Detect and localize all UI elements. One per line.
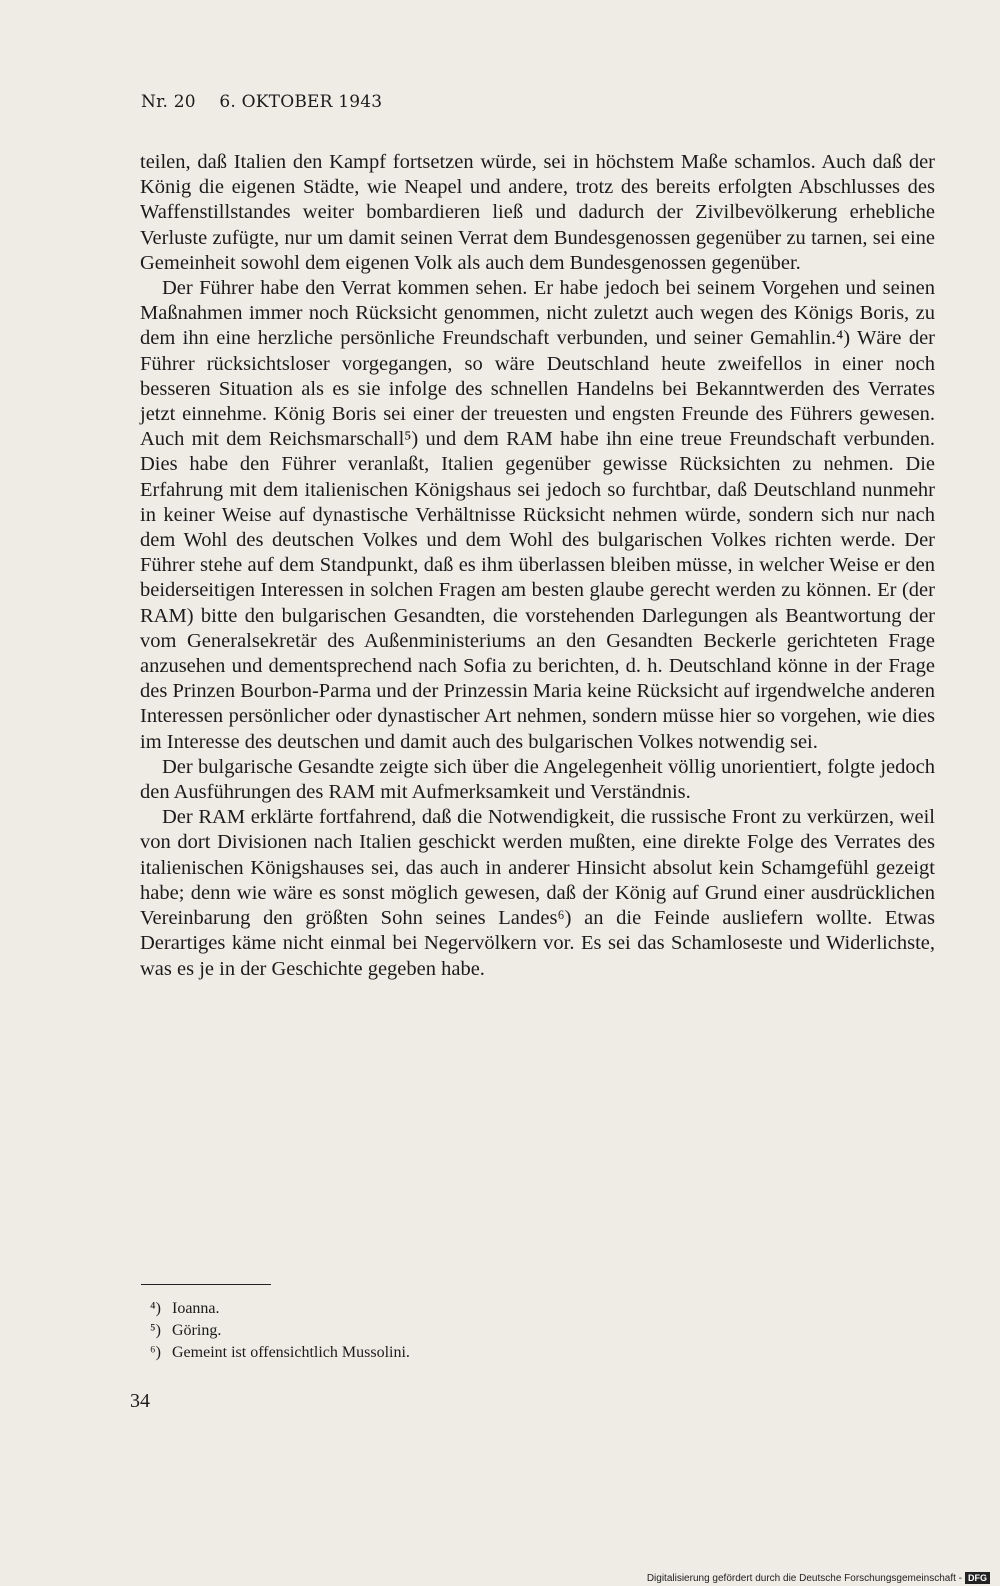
document-date: 6. OKTOBER 1943: [219, 92, 383, 112]
footnote: [150, 1320, 410, 1342]
document-number: Nr. 20: [141, 92, 196, 112]
running-header: [141, 92, 382, 112]
footnote-text: Gemeint ist offensichtlich Mussolini.: [172, 1344, 410, 1361]
footnote-divider: [141, 1284, 271, 1285]
footer-text: Digitalisierung gefördert durch die Deutsche Forschungsgemeinschaft -: [646, 1572, 962, 1584]
footnote-text: Ioanna.: [172, 1300, 220, 1317]
footnote: [150, 1298, 410, 1320]
footnote-mark: ⁶): [150, 1344, 161, 1361]
footnote-mark: ⁵): [150, 1322, 161, 1339]
body-text: [140, 150, 935, 982]
paragraph: Der RAM erklärte fortfahrend, daß die Notwendigkeit, die russische Front zu verkürzen, weil von dort Divisionen nach Italien geschickt werden mußten, eine direkte Folge des Verrates des italienischen Königshauses sei, das auch in anderer Hinsicht absolut kein Schamgefühl gezeigt habe; denn wie wäre es sonst möglich gewesen, daß der König auf Grund einer ausdrücklichen Vereinbarung den größten Sohn seines Landes⁶) an die Feinde ausliefern wollte. Etwas Derartiges käme nicht einmal bei Negervölkern vor. Es sei das Schamloseste und Widerlichste, was es je in der Geschichte gegeben habe.: [140, 806, 935, 980]
footnote: [150, 1342, 410, 1364]
page-number: 34: [130, 1390, 150, 1412]
footnotes: [150, 1298, 410, 1364]
paragraph: Der Führer habe den Verrat kommen sehen. Er habe jedoch bei seinem Vorgehen und seinen Maßnahmen immer noch Rücksicht genommen, nicht zuletzt auch wegen des Königs Boris, zu dem ihn eine herzliche persönliche Freundschaft verbunden, und seiner Gemahlin.⁴) Wäre der Führer rücksichtsloser vorgegangen, so wäre Deutschland heute zweifellos in einer noch besseren Situation als es sie infolge des schnellen Handelns bei Bekanntwerden des Verrates jetzt einnehme. König Boris sei einer der treuesten und engsten Freunde des Führers gewesen. Auch mit dem Reichsmarschall⁵) und dem RAM habe ihn eine treue Freundschaft verbunden. Dies habe den Führer veranlaßt, Italien gegenüber gewisse Rücksichten zu nehmen. Die Erfahrung mit dem italienischen Königshaus sei jedoch so furchtbar, daß Deutschland nunmehr in keiner Weise auf dynastische Verhältnisse Rücksicht nehmen würde, sondern sich nur nach dem Wohl des deutschen Volkes und dem Wohl des bulgarischen Volkes richten werde. Der Führer stehe auf dem Standpunkt, daß es ihm überlassen bleiben müsse, in welcher Weise er den beiderseitigen Interessen in solchen Fragen am besten glaube gerecht werden zu können. Er (der RAM) bitte den bulgarischen Gesandten, die vorstehenden Darlegungen als Beantwortung der vom Generalsekretär des Außenministeriums an den Gesandten Beckerle gerichteten Frage anzusehen und dementsprechend nach Sofia zu berichten, d. h. Deutschland könne in der Frage des Prinzen Bourbon-Parma und der Prinzessin Maria keine Rücksicht auf irgendwelche anderen Interessen persönlicher oder dynastischer Art nehmen, sondern müsse hier so vorgehen, wie dies im Interesse des deutschen und damit auch des bulgarischen Volkes notwendig sei.: [140, 277, 935, 753]
footnote-mark: ⁴): [150, 1300, 161, 1317]
paragraph: Der bulgarische Gesandte zeigte sich über die Angelegenheit völlig unorientiert, folgte jedoch den Ausführungen des RAM mit Aufmerksamkeit und Verständnis.: [140, 755, 935, 804]
digitization-footer: [647, 1572, 990, 1584]
dfg-logo-icon: DFG: [965, 1572, 990, 1584]
footnote-text: Göring.: [172, 1322, 222, 1339]
paragraph: teilen, daß Italien den Kampf fortsetzen würde, sei in höchstem Maße schamlos. Auch daß der König die eigenen Städte, wie Neapel und andere, trotz des bereits erfolgten Abschlusses des Waffenstillstandes weiter bombardieren ließ und dadurch der Zivilbevölkerung erhebliche Verluste zufügte, nur um damit seinen Verrat dem Bundesgenossen gegenüber zu tarnen, sei eine Gemeinheit sowohl dem eigenen Volk als auch dem Bundesgenossen gegenüber.: [140, 151, 935, 274]
